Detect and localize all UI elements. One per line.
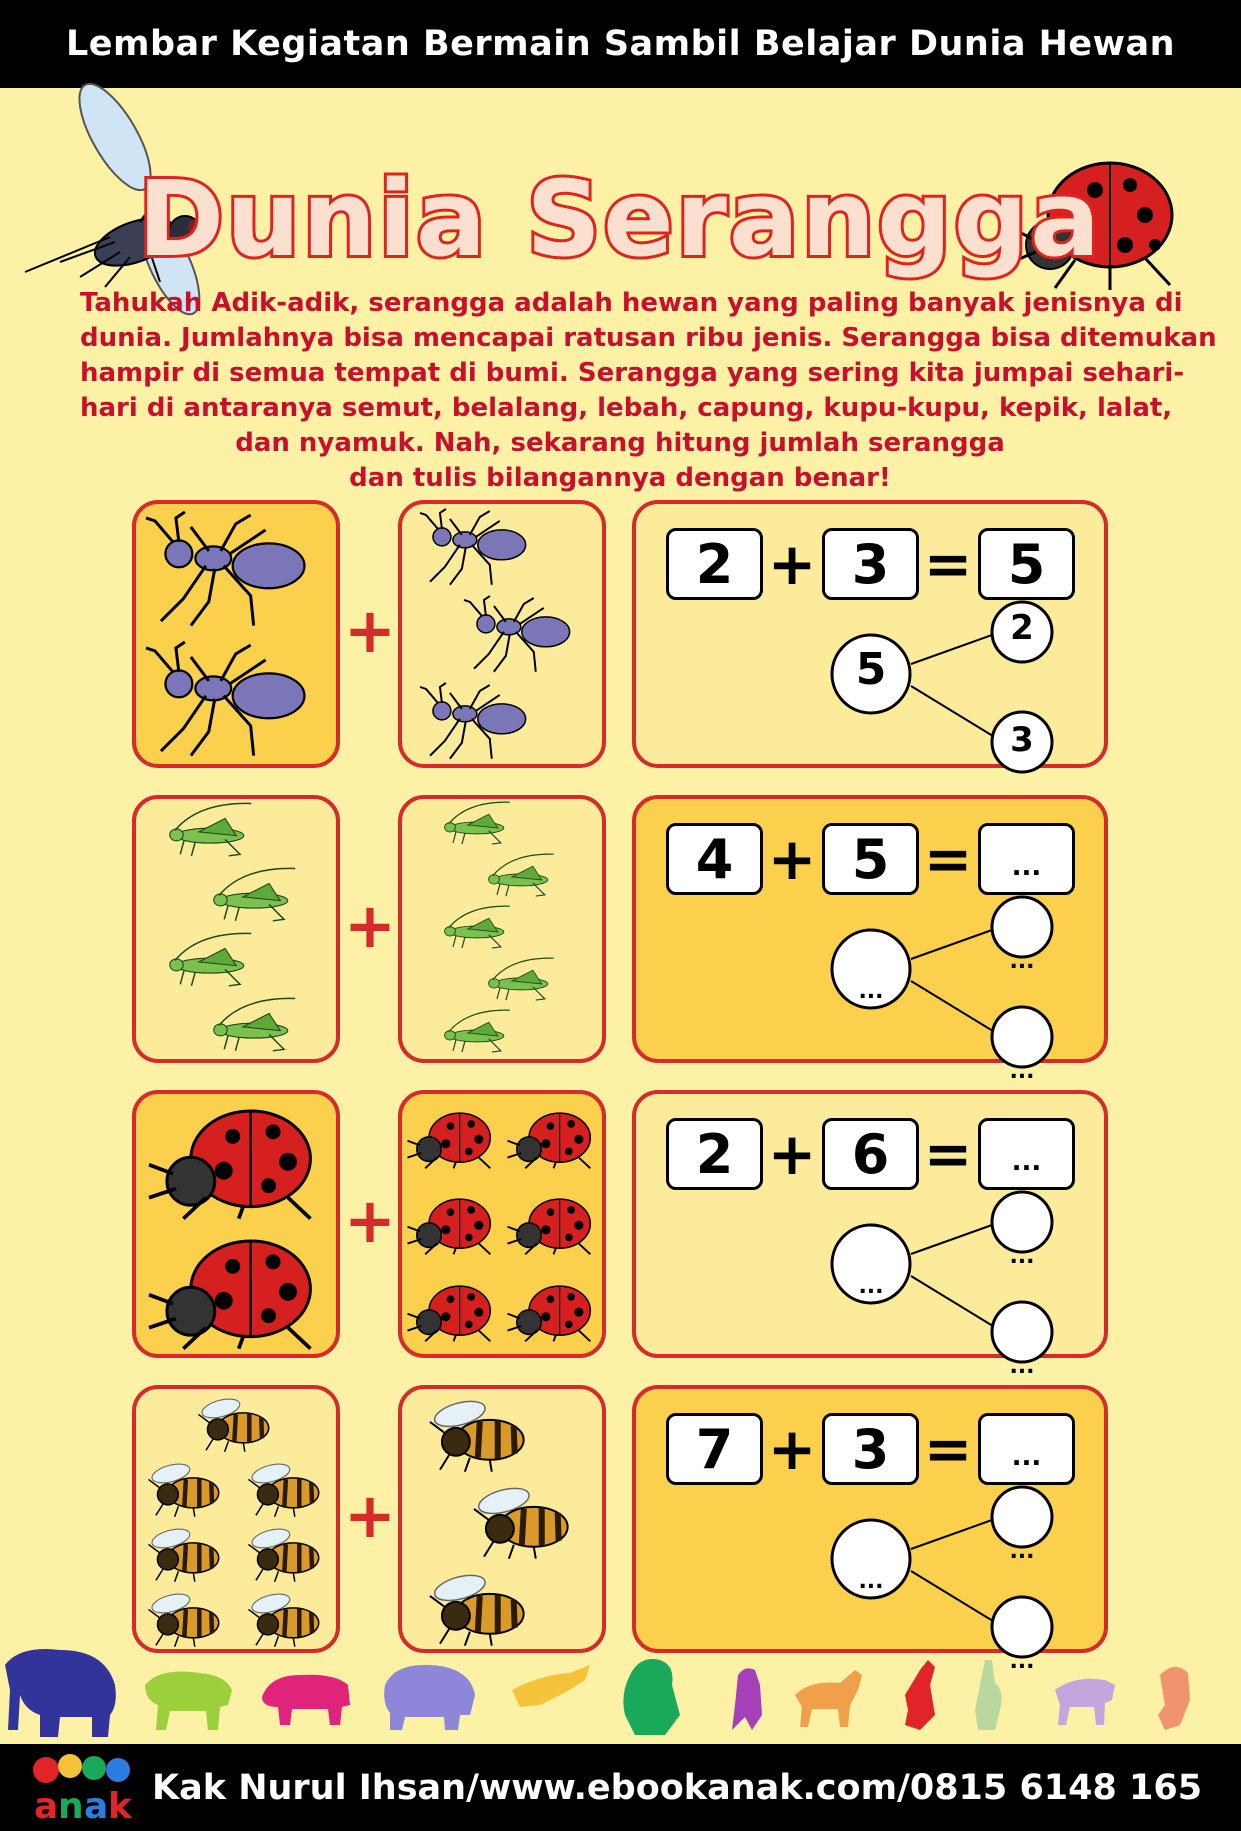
bond-value: ... <box>1009 1059 1035 1084</box>
bee-icon <box>241 1457 331 1517</box>
ladybug-icon <box>406 1280 498 1341</box>
left-insect-panel <box>132 1385 340 1653</box>
bond-value: 2 <box>1010 608 1034 648</box>
plus-sign: + <box>344 594 396 667</box>
ladybug-icon <box>506 1107 598 1168</box>
ant-icon <box>420 681 540 761</box>
addend-a-box: 2 <box>666 1118 763 1190</box>
addend-b-box: 6 <box>822 1118 919 1190</box>
ladybug-icon <box>146 1099 325 1219</box>
plus-sign: + <box>344 1184 396 1257</box>
left-insect-panel <box>132 500 340 768</box>
sheep-icon <box>1055 1679 1115 1725</box>
left-insect-panel <box>132 1090 340 1358</box>
intro-line: hari di antaranya semut, belalang, lebah, capung, kupu-kupu, kepik, lalat, <box>80 393 1173 423</box>
intro-line: dan tulis bilangannya dengan benar! <box>349 463 891 493</box>
ladybug-icon <box>146 1229 325 1349</box>
equals-operator: = <box>923 530 973 598</box>
ant-icon <box>146 509 325 629</box>
plus-operator: + <box>767 825 817 893</box>
bee-icon <box>420 1566 540 1646</box>
sum-box: ... <box>978 1118 1075 1190</box>
animal-silhouettes <box>0 1645 1241 1740</box>
equation-panel <box>632 1385 1108 1674</box>
addend-a-box: 4 <box>666 823 763 895</box>
goat-icon <box>795 1670 862 1727</box>
bird-icon <box>732 1668 762 1730</box>
equation-panel <box>632 500 1108 768</box>
intro-paragraph <box>80 286 1217 496</box>
bond-part2-circle <box>992 1007 1052 1067</box>
tiger-icon <box>145 1672 232 1731</box>
left-insect-panel <box>132 795 340 1063</box>
ant-icon <box>464 594 584 674</box>
header-bar <box>0 0 1241 88</box>
bee-icon <box>241 1522 331 1582</box>
bond-part1-circle <box>992 897 1052 957</box>
addend-b-box: 5 <box>822 823 919 895</box>
intro-line: hampir di semua tempat di bumi. Serangga yang sering kita jumpai sehari- <box>80 358 1185 388</box>
equals-operator: = <box>923 1415 973 1483</box>
addend-b-box: 3 <box>822 528 919 600</box>
intro-line: dan nyamuk. Nah, sekarang hitung jumlah serangga <box>235 428 1005 458</box>
equation-panel <box>632 1090 1108 1379</box>
ladybug-icon <box>506 1193 598 1254</box>
plus-operator: + <box>767 530 817 598</box>
bond-value: ... <box>858 979 884 1004</box>
svg-text:k: k <box>108 1786 132 1827</box>
grasshopper-icon <box>444 801 516 849</box>
grasshopper-icon <box>213 867 303 927</box>
grasshopper-icon <box>169 802 259 862</box>
addend-b-box: 3 <box>822 1413 919 1485</box>
grasshopper-icon <box>169 932 259 992</box>
bee-icon <box>141 1522 231 1582</box>
right-insect-panel <box>398 795 606 1063</box>
bond-value: ... <box>1009 1649 1035 1674</box>
plus-operator: + <box>767 1415 817 1483</box>
svg-text:a: a <box>34 1786 59 1827</box>
grasshopper-icon <box>213 997 303 1057</box>
grasshopper-icon <box>488 853 560 901</box>
rabbit-icon <box>975 1660 1002 1730</box>
elephant-icon <box>5 1649 116 1737</box>
main-title <box>137 158 1103 280</box>
ladybug-icon <box>406 1193 498 1254</box>
bear-icon <box>623 1659 680 1735</box>
bond-value: 3 <box>1010 720 1034 760</box>
plus-sign: + <box>344 889 396 962</box>
bee-icon <box>241 1587 331 1647</box>
sum-box: ... <box>978 1413 1075 1485</box>
equals-operator: = <box>923 1120 973 1188</box>
ant-icon <box>146 639 325 759</box>
bond-part2-circle <box>992 1302 1052 1362</box>
equals-operator: = <box>923 825 973 893</box>
plus-operator: + <box>767 1120 817 1188</box>
bond-value: ... <box>1009 949 1035 974</box>
svg-text:n: n <box>58 1786 84 1827</box>
rhino-icon <box>262 1675 350 1725</box>
bond-value: ... <box>1009 1354 1035 1379</box>
intro-line: dunia. Jumlahnya bisa mencapai ratusan ribu jenis. Serangga bisa ditemukan <box>80 323 1217 353</box>
bond-value: ... <box>1009 1539 1035 1564</box>
sum-box: 5 <box>978 528 1075 600</box>
grasshopper-icon <box>444 1009 516 1057</box>
right-insect-panel <box>398 500 606 768</box>
bond-part1-circle <box>992 1487 1052 1547</box>
intro-line: Tahukah Adik-adik, serangga adalah hewan yang paling banyak jenisnya di <box>80 288 1183 318</box>
bond-value: ... <box>858 1569 884 1594</box>
bond-part1-circle <box>992 1192 1052 1252</box>
hippo-icon <box>384 1665 475 1730</box>
monkey-icon <box>1158 1667 1190 1730</box>
plus-sign: + <box>344 1479 396 1552</box>
main-title-text: Dunia Serangga <box>137 158 1103 280</box>
grasshopper-icon <box>444 905 516 953</box>
kangaroo-icon <box>512 1665 590 1707</box>
bee-icon <box>420 1392 540 1472</box>
right-insect-panel <box>398 1385 606 1653</box>
right-insect-panel <box>398 1090 606 1358</box>
bee-icon <box>141 1457 231 1517</box>
sum-box: ... <box>978 823 1075 895</box>
ladybug-icon <box>506 1280 598 1341</box>
footer-credit: Kak Nurul Ihsan/www.ebookanak.com/0815 6148 165 <box>152 1767 1203 1808</box>
header-title: Lembar Kegiatan Bermain Sambil Belajar Dunia Hewan <box>65 24 1176 64</box>
equation-panel <box>632 795 1108 1084</box>
grasshopper-icon <box>488 957 560 1005</box>
ebookanak-logo <box>30 1752 142 1827</box>
bee-icon <box>464 1479 584 1559</box>
duck-icon <box>905 1660 935 1730</box>
bond-value: ... <box>1009 1244 1035 1269</box>
bond-value: ... <box>858 1274 884 1299</box>
addend-a-box: 7 <box>666 1413 763 1485</box>
svg-text:a: a <box>84 1786 109 1827</box>
ant-icon <box>420 507 540 587</box>
footer-bar <box>0 1744 1241 1831</box>
addend-a-box: 2 <box>666 528 763 600</box>
ladybug-icon <box>406 1107 498 1168</box>
bond-value: 5 <box>855 644 887 695</box>
bee-icon <box>141 1587 231 1647</box>
bee-icon <box>191 1392 281 1452</box>
